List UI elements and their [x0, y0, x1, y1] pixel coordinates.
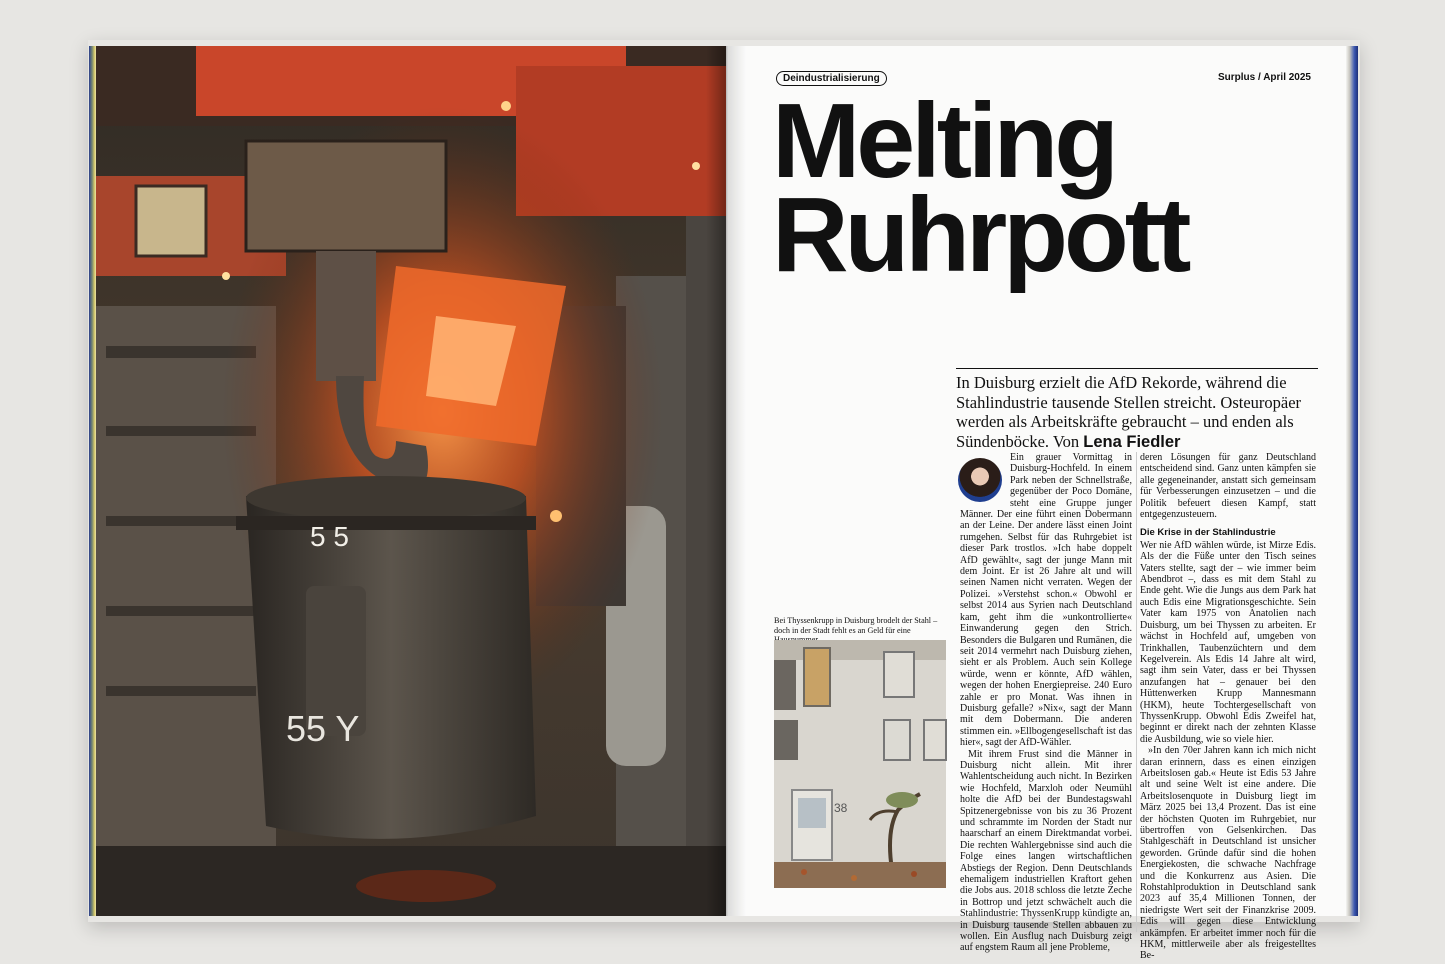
article-column-2 — [1140, 452, 1316, 962]
paragraph-1: Ein grauer Vormittag in Duisburg-Hochfeld. In einem Park neben der Schnellstraße, gegenüber der Poco Domäne, steht eine Gruppe junger Männer. Der eine führt einen Dobermann an der Leine. Der andere lässt einen Joint rumgehen. Selbst für das Ruhrgebiet ist dieser Park trostlos. »Ich habe doppelt AfD gewählt«, sagt der junge Mann mit dem Joint. Er ist 26 Jahre alt und will seinen Namen nicht verraten. Wegen der Polizei. »Verstehst schon.« Obwohl er selbst 2014 aus Syrien nach Deutschland kam, geht ihm die »unkontrollierte« Einwanderung gegen den Strich. Besonders die Bulgaren und Rumänen, die seit 2014 vermehrt nach Duisburg ziehen, sieht er als Problem. Auch sein Kollege würde, wenn er könnte, AfD wählen, wegen der hohen Energiepreise. 240 Euro zahle er pro Monat. Was ihnen in Duisburg gefalle? »Nix«, sagt der Mann mit dem Dobermann. Die anderen stimmen ein. »Ellbogengesellschaft ist das hier«, sagt der AfD-Wähler. — [960, 452, 1132, 749]
paragraph-5: »In den 70er Jahren kann ich mich nicht daran erinnern, dass es einen einzigen Arbeitslosen gab.« Heute ist Edis 53 Jahre alt und seine Welt ist eine andere. Die Arbeitslosenquote in Duisburg liegt im März 2025 bei 13,4 Prozent. Das ist eine der höchsten Quoten im Ruhrgebiet, nur übertroffen von Gelsenkirchen. Das Stahlgeschäft in Deutschland ist unsicher geworden. Gründe dafür sind die hohen Energiekosten, die schwache Nachfrage und die Konkurrenz aus Asien. Die Rohstahlproduktion in Deutschland sank 2023 auf 35,4 Millionen Tonnen, der niedrigste Wert seit der Finanzkrise 2009. Edis will gegen diese Entwicklung ankämpfen. Er arbeitet immer noch für die HKM, mittlerweile aber als freigestelltes Be- — [1140, 745, 1316, 962]
headline-line-2: Ruhrpott — [772, 176, 1188, 294]
steelworks-illustration — [96, 46, 726, 916]
paragraph-2: Mit ihrem Frust sind die Männer in Duisburg nicht allein. Mit ihrer Wahlentscheidung auch nicht. In Bezirken wie Hochfeld, Marxloh oder Neumühl holte die AfD bei der Bundestagswahl Spitzenergebnisse von bis zu 36 Prozent und schrammte im Norden der Stadt nur haarscharf an einem Direktmandat vorbei. Die rechten Wahlergebnisse sind auch die Folge eines langen wirtschaftlichen Abstiegs der Region. Denn Deutschlands ehemaligem industriellen Kraftort gehen die Jobs aus. 2018 schloss die letzte Zeche in Bottrop und jetzt schwächelt auch die Stahlindustrie: ThyssenKrupp kündigte an, in Duisburg tausende Stellen abbauen zu wollen. Ein Ausflug nach Duisburg zeigt auf engstem Raum all jene Probleme, — [960, 748, 1132, 954]
ladle-number-bottom: 55 Y — [286, 708, 360, 749]
issue-label: Surplus / April 2025 — [1218, 72, 1311, 83]
author-byline: Lena Fiedler — [1083, 432, 1181, 451]
article-page — [726, 46, 1347, 962]
house-photo — [774, 640, 946, 888]
headline-line-1: Melting — [772, 82, 1115, 200]
article-column-1 — [960, 452, 1132, 954]
ladle-number-top: 5 5 — [310, 521, 349, 552]
paragraph-3: deren Lösungen für ganz Deutschland entscheidend sind. Ganz unten kämpfen sie alle gegeneinander, anstatt sich gemeinsam für Verbesserungen einzusetzen – und die Politik befeuert diesen Kampf, statt entgegenzusteuern. — [1140, 452, 1316, 521]
right-page-edge — [1346, 46, 1358, 916]
photo-caption: Bei Thyssenkrupp in Duisburg brodelt der Stahl – doch in der Stadt fehlt es an Geld für eine — [774, 616, 938, 635]
avatar-spacer — [960, 452, 1010, 502]
house-illustration — [774, 640, 946, 888]
article-deck — [956, 368, 1318, 452]
section-subhead: Die Krise in der Stahlindustrie — [1140, 527, 1276, 539]
paragraph-4: Wer nie AfD wählen würde, ist Mirze Edis. Als der die Füße unter den Tisch seines Vaters stellte, sagt der – wie immer beim Abendbrot –, dass es mit dem Stahl zu Ende geht. Wie die Jungs aus dem Park hat auch Edis eine Migrationsgeschichte. Sein Vater kam 1975 von Anatolien nach Duisburg, um bei Thyssen zu arbeiten. Er wächst in Hochfeld auf, umgeben von Trinkhallen, Taubenzüchtern und dem Kegelverein. Als Edis 14 Jahre alt wird, sagt ihm sein Vater, dass er bei Thyssen anzufangen hat – genauer bei den Hüttenwerken Krupp Mannesmann (HKM), heute Tochtergesellschaft von ThyssenKrupp. Obwohl Edis Zweifel hat, beginnt er direkt nach der zehnten Klasse die Ausbildung, wie so viele hier. — [1140, 539, 1316, 745]
deck-text: In Duisburg erzielt die AfD Rekorde, während die Stahlindustrie tausende Stellen streicht. Osteuropäer werden als Arbeitskräfte gebraucht – und enden als Sündenböcke. Von — [956, 373, 1302, 451]
house-number: 38 — [834, 801, 848, 815]
steelworks-photo — [96, 46, 726, 916]
section-kicker: Deindustrialisierung — [776, 71, 887, 86]
column-divider — [1136, 452, 1137, 932]
article-headline — [772, 82, 1332, 294]
